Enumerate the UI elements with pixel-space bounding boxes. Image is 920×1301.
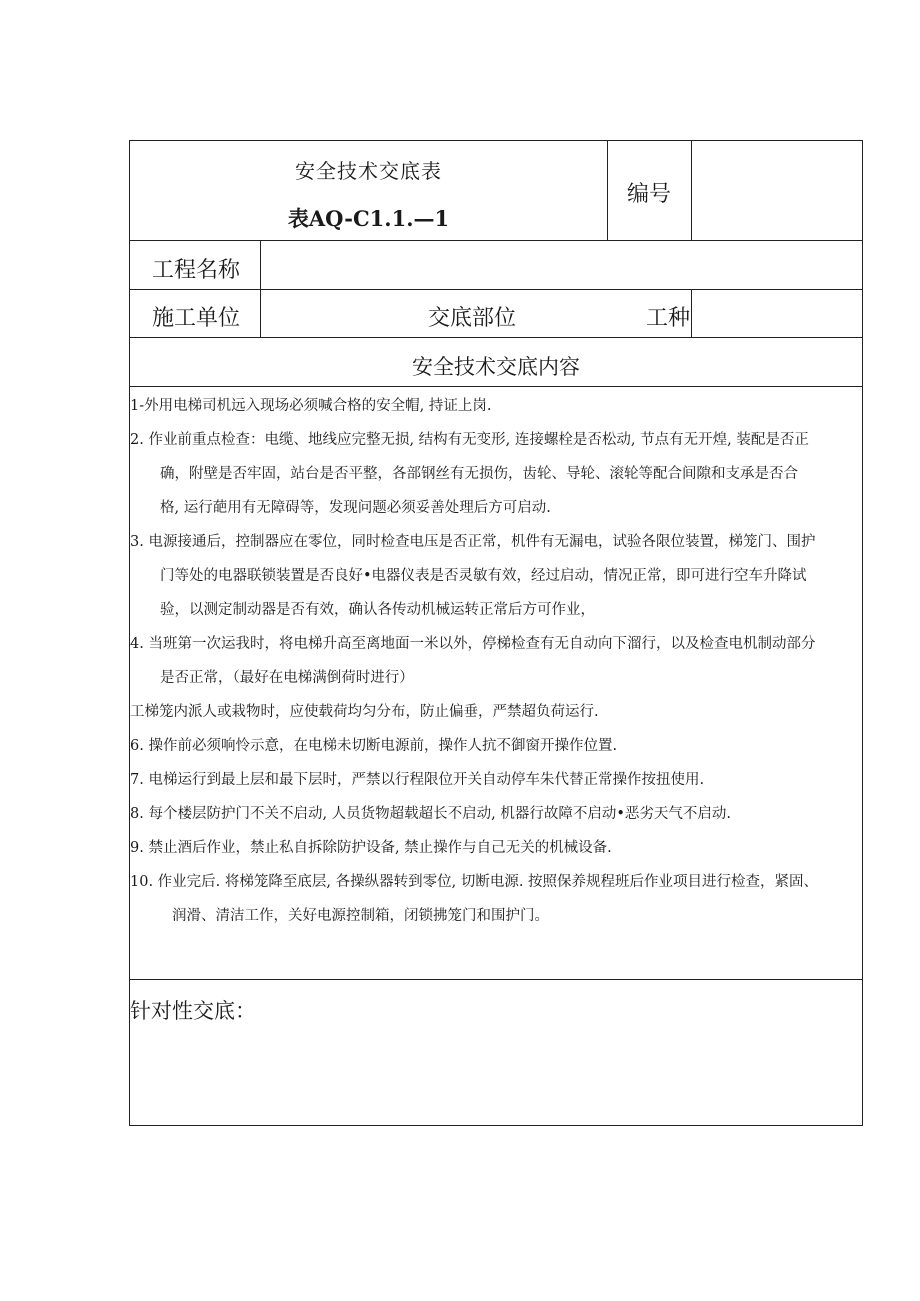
col-divider	[691, 289, 692, 337]
content-section-title: 安全技术交底内容	[412, 355, 580, 379]
col-divider	[691, 141, 692, 240]
col-divider	[260, 240, 261, 337]
item-line: 2. 作业前重点检查：电缆、地线应完整无损, 结构有无变形, 连接螺栓是否松动, 节点有无开煌, 装配是否正	[130, 432, 809, 448]
list-item	[130, 729, 860, 763]
item-line: 10. 作业完后. 将梯笼降至底层, 各操纵器转到零位, 切断电源. 按照保养规程班后作业项目进行检查，紧固、	[130, 874, 819, 890]
specific-disclosure-label: 针对性交底：	[130, 999, 256, 1023]
list-item	[130, 797, 860, 831]
row-divider	[130, 337, 862, 338]
item-line: 是否正常，（最好在电梯满倒荷时进行）	[160, 670, 414, 686]
row-divider	[130, 289, 862, 290]
list-item	[130, 389, 860, 423]
item-line: 验，以测定制动器是否有效，确认各传动机械运转正常后方可作业，	[160, 602, 595, 618]
disclosure-content	[130, 389, 860, 933]
item-line: 8. 每个楼层防护门不关不启动, 人员货物超载超长不启动, 机器行故障不启动•恶劣天气不启动.	[130, 806, 732, 822]
item-line: 7. 电梯运行到最上层和最下层时，严禁以行程限位开关自动停车朱代替正常操作按扭使用.	[130, 772, 705, 788]
form-code: 表AQ-C1.1.—1	[287, 206, 450, 231]
list-item	[130, 763, 860, 797]
list-item	[130, 627, 860, 695]
item-line: 格, 运行葩用有无障碍等，发现问题必须妥善处理后方可启动.	[160, 500, 551, 516]
list-item	[130, 865, 860, 933]
trade-label: 工种	[646, 306, 691, 331]
list-item	[130, 525, 860, 627]
number-label: 编号	[626, 182, 671, 207]
construction-unit-label: 施工单位	[152, 306, 241, 331]
item-line: 6. 操作前必须响怜示意，在电梯未切断电源前，操作人抗不御窗开操作位置.	[130, 738, 618, 754]
item-line: 1-外用电梯司机远入现场必须喊合格的安全帽, 持证上岗.	[130, 398, 492, 414]
list-item	[130, 695, 860, 729]
form-title: 安全技术交底表	[295, 159, 442, 183]
item-line: 工梯笼内派人或栽物时，应使载荷均匀分布，防止偏垂，严禁超负荷运行.	[130, 704, 599, 720]
item-line: 润滑、清洁工作，关好电源控制箱，闭锁拂笼门和围护门。	[172, 908, 549, 924]
project-name-label: 工程名称	[152, 258, 241, 283]
row-divider	[130, 240, 862, 241]
safety-disclosure-form	[129, 140, 863, 1126]
item-line: 9. 禁止酒后作业，禁止私自拆除防护设备, 禁止操作与自己无关的机械设备.	[130, 840, 612, 856]
list-item	[130, 423, 860, 525]
item-line: 确，附壁是否牢固，站台是否平整，各部钢丝有无损伤，齿轮、导轮、滚轮等配合间隙和支承是否合	[160, 466, 798, 482]
list-item	[130, 831, 860, 865]
item-line: 3. 电源接通后，控制器应在零位，同时检查电压是否正常，机件有无漏电，试验各限位装置，梯笼门、围护	[130, 534, 816, 550]
row-divider	[130, 386, 862, 387]
item-line: 4. 当班第一次运我时，将电梯升高至离地面一米以外，停梯检查有无自动向下溜行，以及检查电机制动部分	[130, 636, 816, 652]
row-divider	[130, 979, 862, 980]
item-line: 门等处的电器联锁装置是否良好•电器仪表是否灵敏有效，经过启动，情况正常，即可进行空车升降试	[160, 568, 807, 584]
disclosure-part-label: 交底部位	[428, 306, 517, 331]
